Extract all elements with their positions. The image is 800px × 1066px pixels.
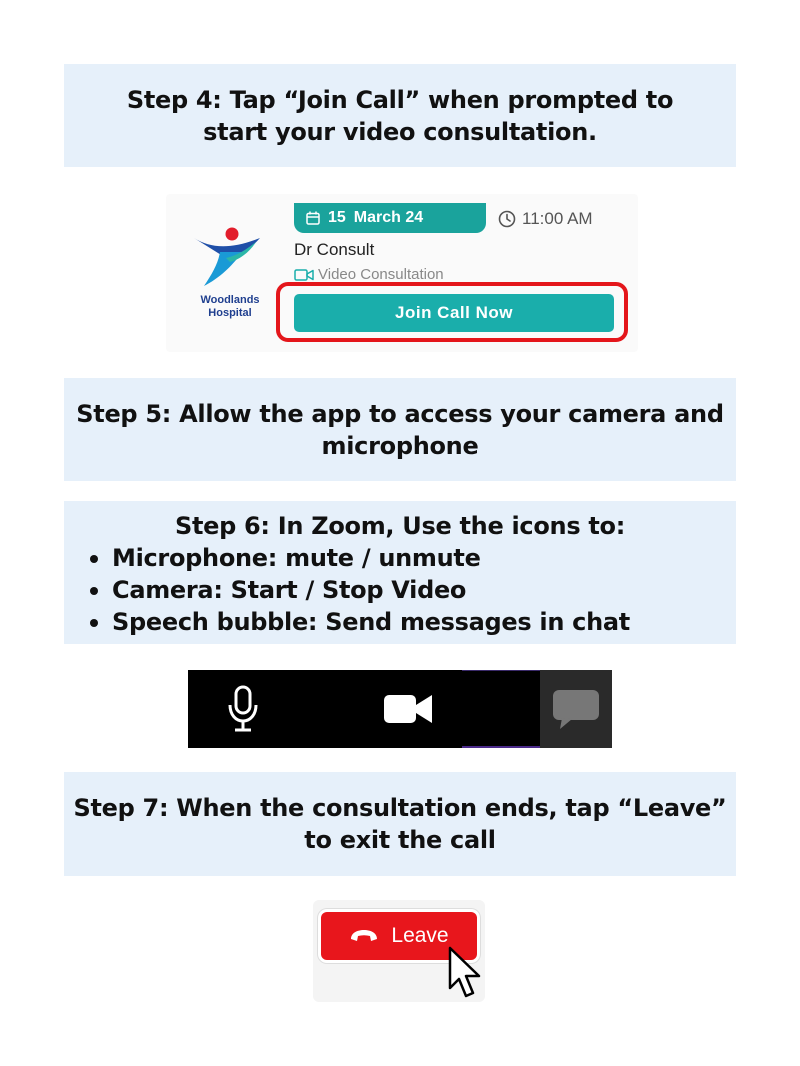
list-item: Speech bubble: Send messages in chat [86, 606, 630, 638]
list-item: Microphone: mute / unmute [86, 542, 630, 574]
step-6-box [64, 501, 736, 644]
time-text: 11:00 AM [522, 209, 593, 228]
date-tab [294, 203, 486, 233]
appointment-time [498, 207, 593, 231]
video-camera-button[interactable] [368, 670, 448, 748]
date-month: March 24 [353, 209, 424, 226]
join-call-button[interactable]: Join Call Now [294, 294, 614, 332]
zoom-toolbar [188, 670, 612, 748]
video-icon [294, 268, 314, 282]
leave-example [313, 900, 485, 1002]
step-5-text: Step 5: Allow the app to access your camera and microphone [76, 399, 724, 460]
appointment-card [166, 194, 638, 352]
chat-bubble-icon [550, 687, 602, 731]
doctor-name: Dr Consult [294, 240, 375, 259]
date-day: 15 [328, 209, 346, 226]
step-5-box [64, 378, 736, 481]
logo-text-line1: Woodlands [200, 294, 260, 306]
step-6-list [64, 542, 630, 638]
video-camera-icon [382, 691, 434, 727]
leave-label: Leave [391, 924, 449, 947]
consultation-type-text: Video Consultation [318, 266, 444, 283]
step-4-text: Step 4: Tap “Join Call” when prompted to start your video consultation. [126, 85, 674, 146]
step-7-box [64, 772, 736, 876]
toolbar-accent-line [462, 746, 542, 748]
list-item: Camera: Start / Stop Video [86, 574, 630, 606]
logo-text-line2: Hospital [208, 307, 252, 319]
microphone-button[interactable] [212, 670, 274, 748]
consultation-type [294, 266, 444, 283]
clock-icon [498, 210, 516, 228]
toolbar-accent-line [462, 670, 542, 671]
step-6-title: Step 6: In Zoom, Use the icons to: [174, 512, 626, 540]
chat-button[interactable] [540, 670, 612, 748]
step-4-box [64, 64, 736, 167]
mouse-cursor-icon [447, 946, 485, 1000]
microphone-icon [226, 685, 260, 733]
step-7-text: Step 7: When the consultation ends, tap “Leave” to exit the call [73, 794, 727, 854]
woodlands-logo-icon [190, 226, 270, 288]
calendar-icon [306, 211, 320, 225]
hospital-logo [190, 226, 270, 321]
hang-up-icon [349, 929, 379, 943]
